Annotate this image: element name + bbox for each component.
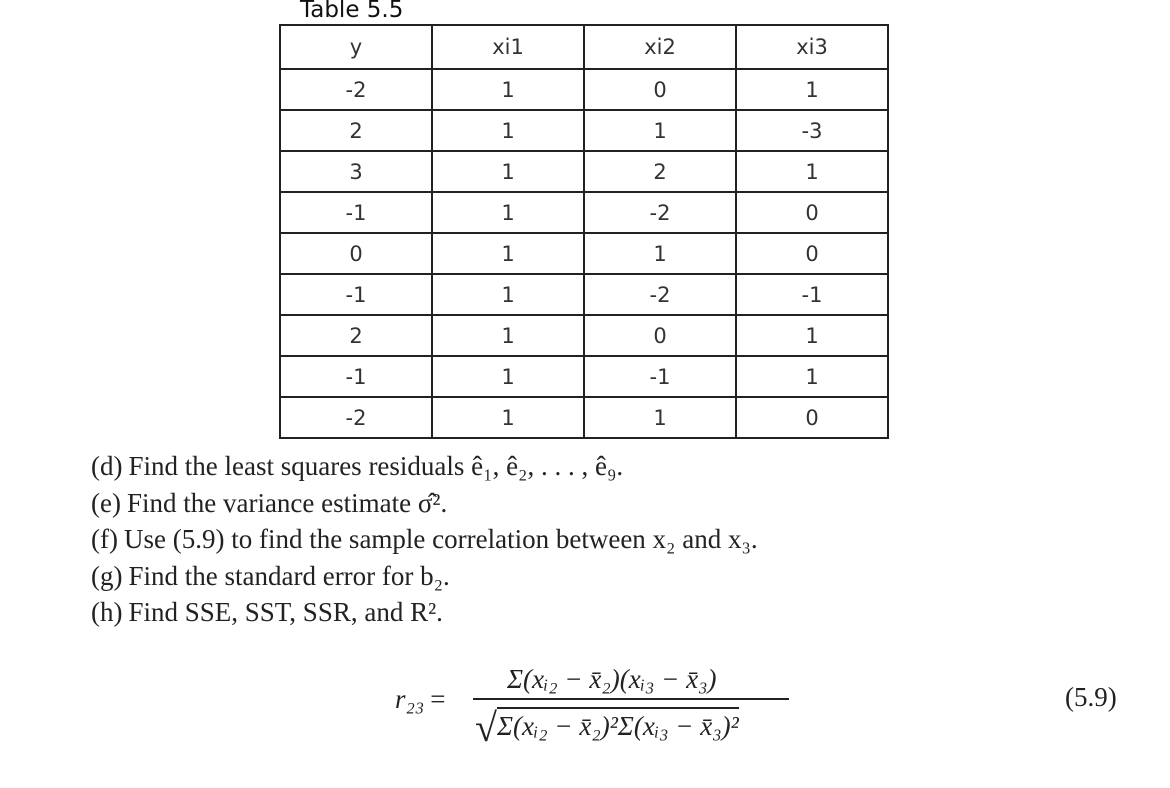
table-cell-y: -1	[280, 274, 432, 315]
question-g	[91, 558, 758, 595]
correlation-formula	[395, 660, 795, 760]
table-cell-xi1: 1	[432, 397, 584, 438]
table-cell-xi2: -1	[584, 356, 736, 397]
question-text: Find the variance estimate σ̂².	[126, 487, 448, 518]
table-cell-y: -1	[280, 356, 432, 397]
question-label: (h)	[91, 597, 123, 627]
table-cell-xi1: 1	[432, 233, 584, 274]
question-label: (d)	[91, 451, 123, 481]
question-f	[91, 521, 758, 558]
table-cell-xi1: 1	[432, 274, 584, 315]
formula-lhs	[395, 684, 446, 715]
column-header-xi3: xi3	[736, 25, 888, 69]
formula-numerator: Σ(xᵢ₂ − x̄₂)(xᵢ₃ − x̄₃)	[507, 664, 717, 694]
table-row	[280, 192, 888, 233]
table-cell-xi3: 1	[736, 356, 888, 397]
table-cell-xi1: 1	[432, 110, 584, 151]
table-cell-y: -2	[280, 397, 432, 438]
question-label: (f)	[91, 524, 118, 554]
question-d	[91, 448, 758, 485]
table-cell-xi3: -1	[736, 274, 888, 315]
table-cell-xi1: 1	[432, 356, 584, 397]
table-cell-xi2: 1	[584, 397, 736, 438]
table-cell-xi2: -2	[584, 274, 736, 315]
table-cell-y: -2	[280, 69, 432, 110]
table-body	[280, 69, 888, 438]
column-header-y: y	[280, 25, 432, 69]
table-cell-xi2: 0	[584, 69, 736, 110]
question-text: Find the least squares residuals ê₁, ê₂, . . . , ê₉.	[128, 451, 624, 481]
question-e	[91, 485, 758, 522]
table-cell-xi3: 0	[736, 397, 888, 438]
formula-lhs-symbol: r₂₃	[395, 684, 425, 714]
formula-denominator: Σ(xᵢ₂ − x̄₂)²Σ(xᵢ₃ − x̄₃)²	[497, 707, 739, 742]
table-cell-y: 2	[280, 315, 432, 356]
table-cell-xi2: 1	[584, 233, 736, 274]
table-cell-xi1: 1	[432, 192, 584, 233]
table-cell-xi1: 1	[432, 69, 584, 110]
equation-number: (5.9)	[1065, 682, 1117, 712]
table-cell-y: 2	[280, 110, 432, 151]
table-cell-y: 0	[280, 233, 432, 274]
data-table	[279, 24, 889, 439]
formula-equals: =	[430, 684, 446, 714]
table-cell-xi2: 0	[584, 315, 736, 356]
column-header-xi1: xi1	[432, 25, 584, 69]
table-cell-xi1: 1	[432, 151, 584, 192]
table-row	[280, 274, 888, 315]
square-root-icon: √	[475, 705, 497, 750]
question-text: Find SSE, SST, SSR, and R².	[128, 597, 443, 627]
table-cell-xi3: 0	[736, 233, 888, 274]
table-row	[280, 110, 888, 151]
table-cell-y: -1	[280, 192, 432, 233]
question-text: Use (5.9) to find the sample correlation between x₂ and x₃.	[123, 524, 758, 554]
fraction-bar	[473, 698, 789, 700]
table-cell-xi2: 1	[584, 110, 736, 151]
formula-denominator-group	[475, 704, 739, 751]
table-cell-xi3: 0	[736, 192, 888, 233]
table-cell-xi3: 1	[736, 69, 888, 110]
question-list	[91, 448, 758, 631]
table-row	[280, 151, 888, 192]
column-header-xi2: xi2	[584, 25, 736, 69]
table-cell-xi2: 2	[584, 151, 736, 192]
table-row	[280, 356, 888, 397]
table-row	[280, 397, 888, 438]
table-cell-xi3: -3	[736, 110, 888, 151]
table-row	[280, 69, 888, 110]
table-cell-xi2: -2	[584, 192, 736, 233]
table-cell-xi1: 1	[432, 315, 584, 356]
question-h	[91, 594, 758, 631]
table-caption: Table 5.5	[300, 0, 404, 23]
table-cell-xi3: 1	[736, 315, 888, 356]
table-cell-xi3: 1	[736, 151, 888, 192]
question-text: Find the standard error for b₂.	[128, 560, 450, 591]
question-label: (g)	[91, 560, 123, 591]
table-header-row	[280, 25, 888, 69]
table-row	[280, 233, 888, 274]
question-label: (e)	[91, 487, 121, 518]
table-cell-y: 3	[280, 151, 432, 192]
table-row	[280, 315, 888, 356]
